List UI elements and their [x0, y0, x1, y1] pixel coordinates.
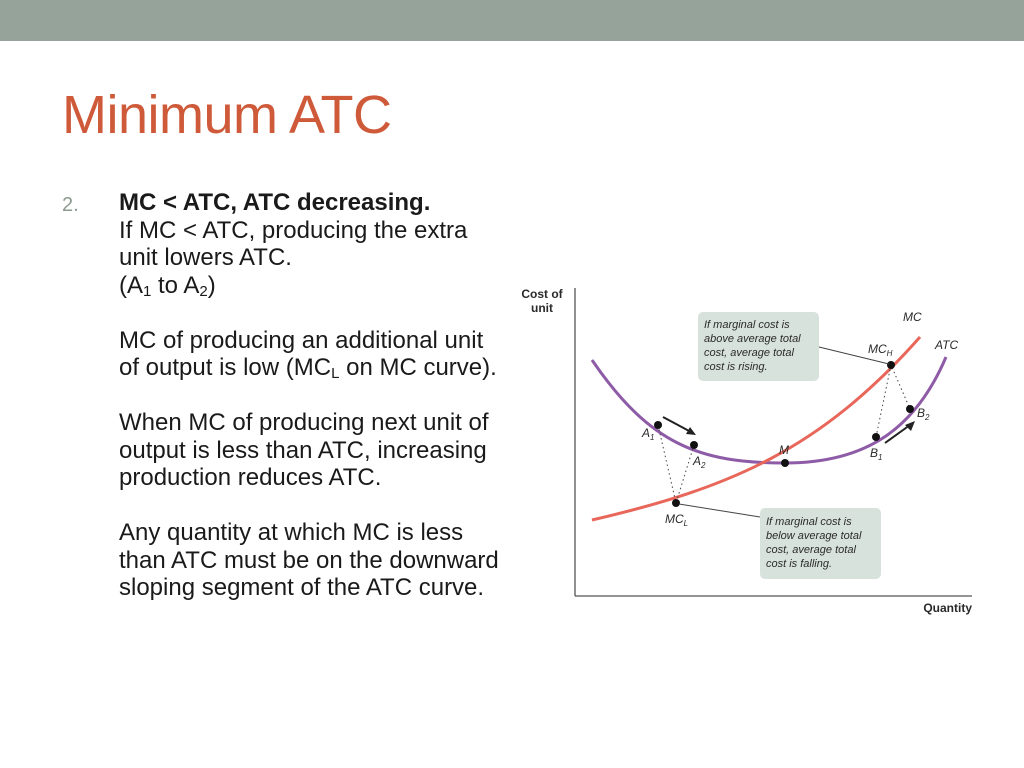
svg-text:above average total: above average total	[704, 333, 801, 345]
svg-text:cost, average total: cost, average total	[704, 347, 794, 359]
label-a2: $A_2$	[693, 454, 706, 470]
a1-subscript: 1	[143, 282, 152, 300]
a-range-close: )	[207, 271, 216, 299]
paragraph-3: When MC of producing next unit of output is less than ATC, increasing production reduces ATC.	[119, 409, 489, 491]
a-range-open: (A	[119, 271, 143, 299]
point-m	[781, 459, 789, 467]
y-axis-label-line1: Cost of	[521, 287, 563, 301]
bottom-box-leader	[679, 504, 760, 517]
slide-title: Minimum ATC	[62, 85, 392, 145]
label-mc-curve: MC	[903, 310, 922, 324]
point-mch	[887, 361, 895, 369]
a-range-mid: to A	[151, 271, 200, 299]
item-heading: MC < ATC, ATC decreasing.	[119, 189, 431, 216]
svg-text:cost, average total: cost, average total	[766, 544, 856, 556]
svg-text:below average total: below average total	[766, 530, 862, 542]
paragraph-2-start: MC of producing an additional unit of output is low (MC	[119, 326, 484, 381]
label-mch: $MC_H$	[868, 342, 893, 358]
a-dotted-connector	[658, 425, 694, 503]
a2-subscript: 2	[199, 282, 208, 300]
label-b2: $B_2$	[917, 406, 930, 422]
label-atc-curve: ATC	[935, 338, 959, 352]
point-mcl	[672, 499, 680, 507]
svg-text:If marginal cost is: If marginal cost is	[704, 319, 790, 331]
x-axis-label: Quantity	[923, 601, 972, 615]
list-number: 2.	[62, 194, 79, 216]
svg-text:If marginal cost is: If marginal cost is	[766, 516, 852, 528]
point-b1	[872, 433, 880, 441]
point-a1	[654, 421, 662, 429]
label-b1: $B_1$	[870, 446, 883, 462]
point-b2	[906, 405, 914, 413]
point-a2	[690, 441, 698, 449]
info-box-rising	[698, 312, 819, 381]
label-mcl: $MC_L$	[665, 512, 689, 528]
paragraph-1-line: If MC < ATC, producing the extra unit lowers ATC.	[119, 216, 468, 271]
mc-atc-diagram	[510, 280, 990, 620]
paragraph-4: Any quantity at which MC is less than ATC must be on the downward sloping segment of the ATC curve.	[119, 519, 499, 601]
y-axis-label-line2: unit	[531, 301, 553, 315]
svg-text:cost is falling.: cost is falling.	[766, 558, 833, 570]
paragraph-1	[119, 189, 499, 299]
label-m: M	[779, 443, 789, 457]
paragraph-2	[119, 327, 499, 382]
body-text	[119, 189, 499, 629]
svg-text:cost is rising.: cost is rising.	[704, 361, 768, 373]
info-box-falling	[760, 508, 881, 579]
paragraph-2-end: on MC curve).	[339, 354, 497, 381]
a-direction-arrow	[663, 417, 696, 435]
mcl-subscript: L	[331, 365, 340, 382]
top-accent-bar	[0, 0, 1024, 41]
label-a1: $A_1$	[642, 426, 655, 442]
